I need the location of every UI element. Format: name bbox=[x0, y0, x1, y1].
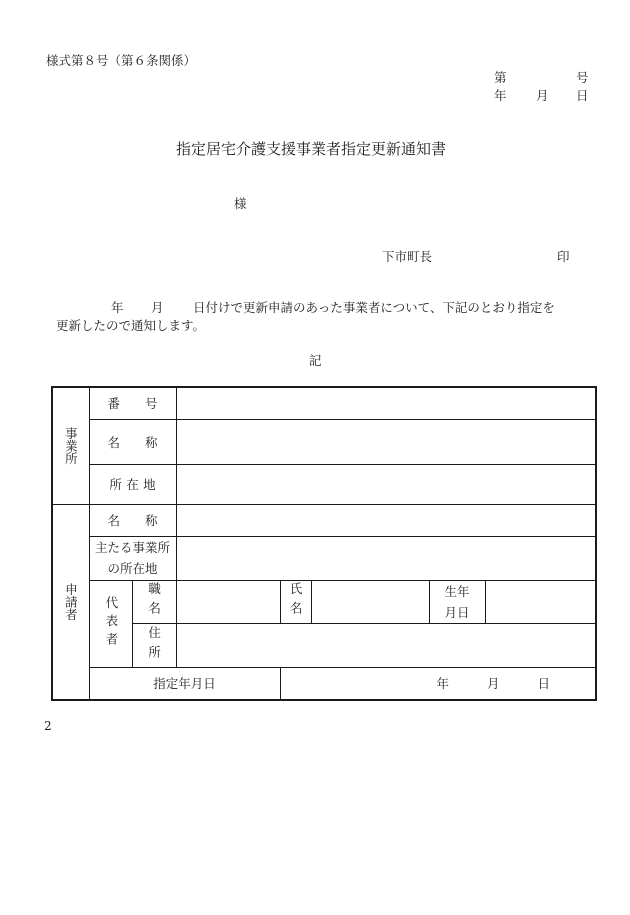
address-label: 住所 bbox=[146, 625, 162, 665]
designation-table bbox=[51, 386, 597, 701]
main-office-label-line2: の所在地 bbox=[107, 561, 158, 576]
person-name-label: 氏名 bbox=[288, 582, 304, 621]
office-name-value[interactable] bbox=[176, 419, 596, 464]
designation-date-label: 指定年月日 bbox=[89, 667, 280, 700]
office-number-value[interactable] bbox=[176, 387, 596, 419]
main-office-value[interactable] bbox=[176, 536, 596, 580]
birth-date-label-line1: 生年 bbox=[444, 583, 470, 599]
date-year: 年 bbox=[494, 88, 507, 103]
applicant-group-cell bbox=[52, 504, 89, 700]
person-name-value[interactable] bbox=[311, 580, 429, 623]
designation-date-year: 年 bbox=[436, 676, 450, 692]
birth-date-label bbox=[429, 580, 485, 623]
body-month: 月 bbox=[151, 300, 164, 315]
main-office-label bbox=[89, 536, 176, 580]
body-text-line2: 更新したので通知します。 bbox=[56, 318, 206, 333]
date-month: 月 bbox=[536, 88, 549, 103]
person-name-label-cell bbox=[280, 580, 311, 623]
office-address-label: 所在地 bbox=[89, 464, 176, 504]
office-group-label: 事業所 bbox=[63, 427, 79, 465]
seal-mark: 印 bbox=[557, 249, 570, 264]
applicant-name-value[interactable] bbox=[176, 504, 596, 536]
representative-label: 代表者 bbox=[103, 596, 119, 651]
designation-date-value[interactable] bbox=[280, 667, 596, 700]
office-name-label: 名 称 bbox=[89, 419, 176, 464]
issuer-name: 下市町長 bbox=[382, 249, 433, 264]
job-title-label: 職名 bbox=[146, 582, 162, 621]
applicant-name-label: 名 称 bbox=[89, 504, 176, 536]
address-label-cell bbox=[132, 623, 176, 667]
ki-heading: 記 bbox=[309, 353, 322, 368]
page-number: 2 bbox=[44, 719, 52, 733]
representative-cell bbox=[89, 580, 132, 667]
job-title-label-cell bbox=[132, 580, 176, 623]
applicant-group-label: 申請者 bbox=[63, 583, 79, 621]
main-office-label-line1: 主たる事業所 bbox=[95, 540, 171, 555]
office-address-value[interactable] bbox=[176, 464, 596, 504]
document-number-suffix: 号 bbox=[576, 70, 589, 85]
office-number-label: 番 号 bbox=[89, 387, 176, 419]
body-year: 年 bbox=[111, 300, 124, 315]
document-title: 指定居宅介護支援事業者指定更新通知書 bbox=[176, 140, 447, 158]
office-group-cell bbox=[52, 387, 89, 504]
representative-address-value[interactable] bbox=[176, 623, 596, 667]
designation-date-day: 日 bbox=[537, 676, 551, 692]
form-label: 様式第８号（第６条関係） bbox=[46, 53, 197, 68]
birth-date-label-line2: 月日 bbox=[444, 604, 470, 620]
job-title-value[interactable] bbox=[176, 580, 280, 623]
addressee-suffix: 様 bbox=[234, 196, 247, 211]
body-text-line1: 日付けで更新申請のあった事業者について、下記のとおり指定を bbox=[193, 300, 555, 315]
date-day: 日 bbox=[576, 88, 589, 103]
document-number-prefix: 第 bbox=[494, 70, 507, 85]
designation-date-month: 月 bbox=[487, 676, 500, 692]
birth-date-value[interactable] bbox=[485, 580, 596, 623]
